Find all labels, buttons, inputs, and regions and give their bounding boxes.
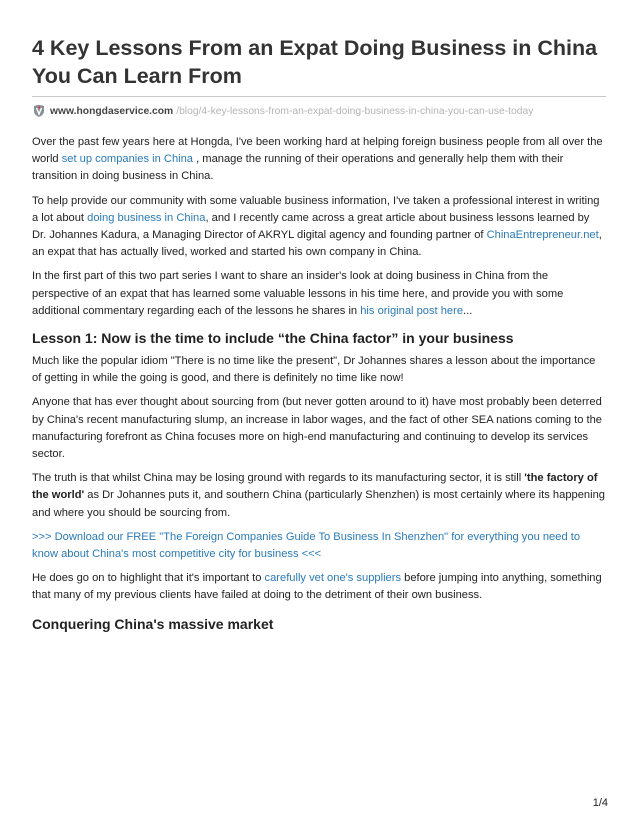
community-paragraph	[32, 193, 606, 262]
set-up-companies-link[interactable]: set up companies in China	[61, 153, 194, 166]
factory-paragraph	[32, 470, 606, 522]
text-span: He does go on to highlight that it's important to	[32, 572, 265, 585]
download-paragraph	[32, 529, 606, 563]
intro-paragraph	[32, 134, 606, 186]
text-span: ...	[463, 304, 473, 317]
vet-suppliers-link[interactable]: carefully vet one's suppliers	[264, 572, 402, 585]
original-post-link[interactable]: his original post here	[360, 304, 464, 317]
idiom-paragraph: Much like the popular idiom "There is no time like the present", Dr Johannes shares a lesson about the importance of getting in while the going is good, and there is definitely no time like now!	[32, 355, 596, 385]
text-span: Over the past few years here at Hongda, I've been working hard at helping foreign business people from all over the world	[32, 136, 603, 166]
text-span: , and I recently came across a great article about business lessons learned by Dr. Johannes Kadura, a Managing Director of AKRYL digital agency and founding partner of	[32, 211, 590, 242]
text-span: before jumping into anything, something that many of my previous clients have failed at doing to the detriment of their own business.	[32, 572, 602, 602]
site-favicon-icon	[32, 104, 46, 118]
china-entrepreneur-link[interactable]: ChinaEntrepreneur.net	[486, 229, 599, 242]
text-span: as Dr Johannes puts it, and southern China (particularly Shenzhen) is most certainly where its happening and where you should be sourcing from.	[32, 489, 605, 519]
page-title: 4 Key Lessons From an Expat Doing Business in China You Can Learn From	[32, 36, 598, 88]
source-domain-link[interactable]: www.hongdaservice.com	[50, 105, 174, 117]
text-span: , manage the running of their operations and generally help them with their transition in doing business in China.	[32, 153, 564, 183]
source-line	[32, 100, 606, 122]
text-span: The truth is that whilst China may be losing ground with regards to its manufacturing sector, it is still	[32, 472, 525, 485]
conquering-market-heading: Conquering China's massive market	[32, 615, 274, 632]
text-span: , an expat that has actually lived, worked and started his own company in China.	[32, 229, 602, 259]
suppliers-paragraph	[32, 570, 606, 604]
series-paragraph	[32, 268, 606, 320]
document-page	[32, 34, 606, 634]
doing-business-link[interactable]: doing business in China	[87, 211, 206, 224]
factory-of-world-bold: 'the factory of the world'	[32, 472, 598, 502]
title-divider	[32, 96, 606, 97]
sourcing-paragraph: Anyone that has ever thought about sourcing from (but never gotten around to it) have most probably been deterred by China's recent manufacturing slump, an increase in labor wages, and the fact of other SEA nations coming to the manufacturing forefront as China focuses more on high-end manufacturing and continuing to develop its services sector.	[32, 396, 603, 461]
lesson-1-heading: Lesson 1: Now is the time to include “the China factor” in your business	[32, 330, 514, 347]
text-span: To help provide our community with some valuable business information, I've taken a professional interest in writing a lot about	[32, 194, 600, 224]
text-span: In the first part of this two part series I want to share an insider's look at doing business in China from the perspective of an expat that has learned some valuable lessons in his time here, and provide you with some additional commentary regarding each of the lessons he shares in	[32, 270, 564, 317]
page-number: 1/4	[592, 797, 608, 809]
source-path-link[interactable]: /blog/4-key-lessons-from-an-expat-doing-business-in-china-you-can-use-today	[176, 105, 534, 117]
download-guide-link[interactable]: >>> Download our FREE "The Foreign Companies Guide To Business In Shenzhen" for everything you need to know about China's most competitive city for business <<<	[32, 530, 581, 561]
